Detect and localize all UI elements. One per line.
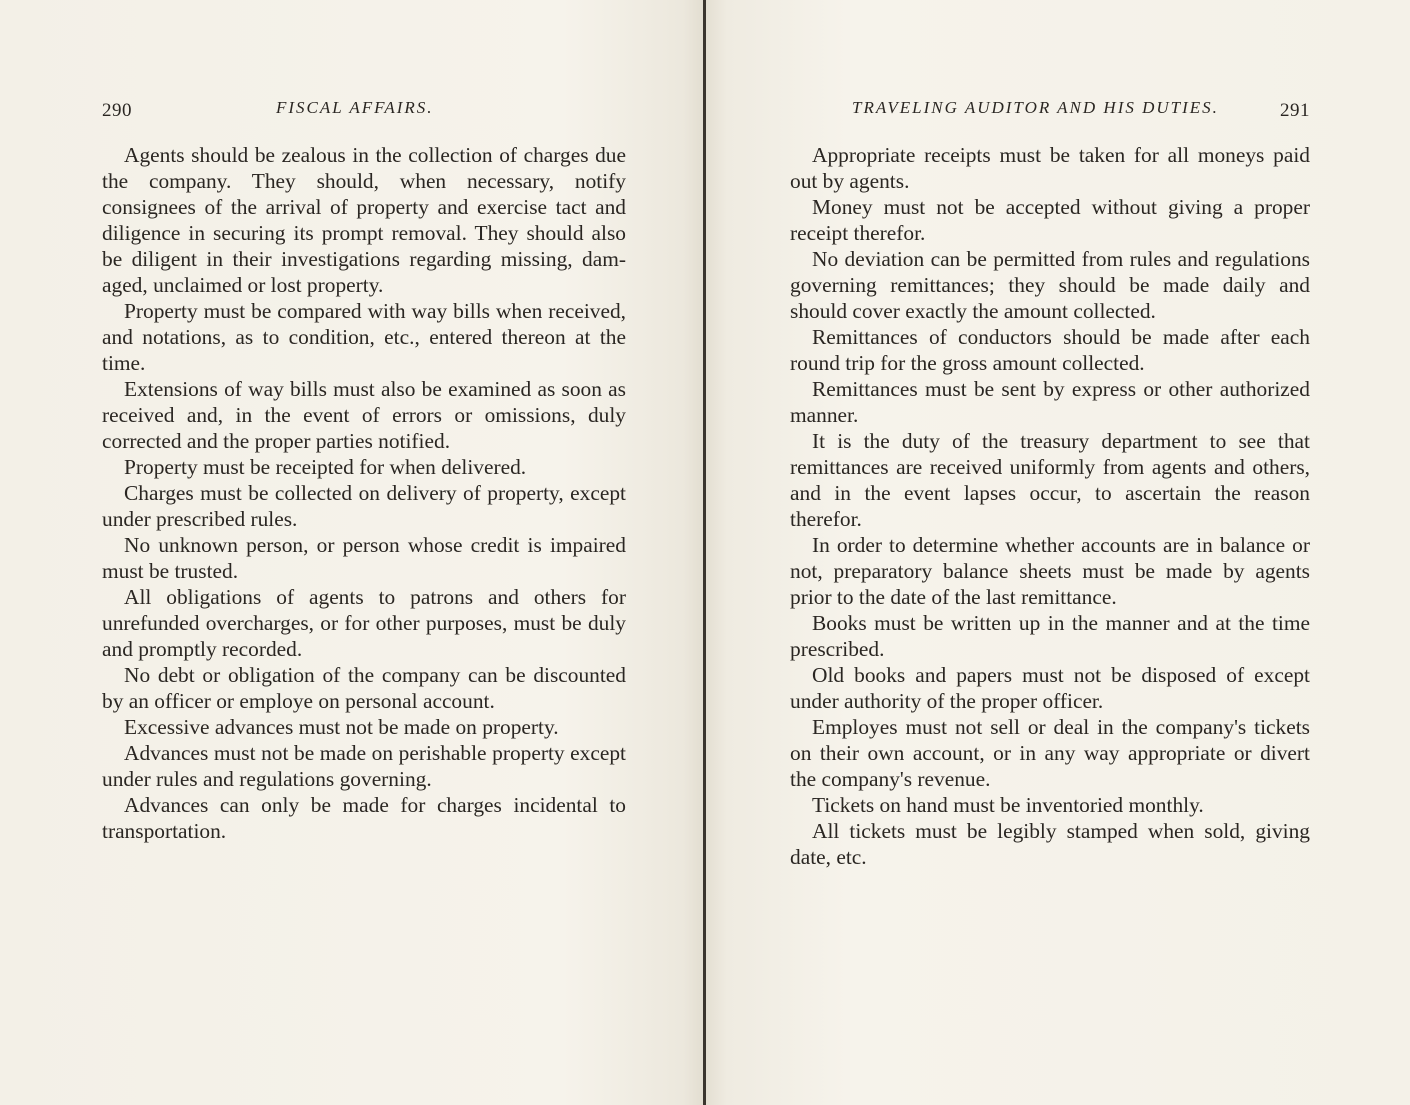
right-page-header — [790, 96, 1310, 126]
paragraph: Agents should be zealous in the collection of charges due the company. They should, when necessary, notify consignees of the arrival of property and exercise tact and diligence in securing its prompt removal. They should also be diligent in their investigations regarding missing, damaged, unclaimed or lost property. — [102, 143, 626, 297]
paragraph: Advances must not be made on perishable property except under rules and regulations governing. — [102, 741, 626, 791]
right-running-head: TRAVELING AUDITOR AND HIS DUTIES. — [852, 98, 1219, 117]
right-page-body — [790, 142, 1310, 870]
paragraph: All tickets must be legibly stamped when sold, giving date, etc. — [790, 819, 1310, 869]
paragraph: In order to determine whether accounts are in balance or not, preparatory balance sheets must be made by agents prior to the date of the last remittance. — [790, 533, 1310, 609]
left-page-body — [102, 142, 626, 844]
paragraph: No debt or obligation of the company can be discounted by an officer or employe on personal account. — [102, 663, 626, 713]
paragraph: Extensions of way bills must also be examined as soon as received and, in the event of errors or omissions, duly corrected and the proper parties notified. — [102, 377, 626, 453]
left-page-number: 290 — [102, 100, 132, 121]
paragraph: All obligations of agents to patrons and others for unrefunded overcharges, or for other purposes, must be duly and promptly recorded. — [102, 585, 626, 661]
left-page-header — [102, 96, 626, 126]
paragraph: Books must be written up in the manner and at the time prescribed. — [790, 611, 1310, 661]
paragraph: Excessive advances must not be made on property. — [124, 715, 559, 739]
right-page-number: 291 — [1280, 100, 1310, 121]
paragraph: Property must be compared with way bills when received, and notations, as to condition, etc., entered thereon at the time. — [102, 299, 626, 375]
paragraph: It is the duty of the treasury department to see that remittances are received uniformly from agents and others, and in the event lapses occur, to ascertain the reason therefor. — [790, 429, 1310, 531]
paragraph: Property must be receipted for when delivered. — [124, 455, 527, 479]
paragraph: Remittances must be sent by express or other authorized manner. — [790, 377, 1310, 427]
paragraph: Appropriate receipts must be taken for all moneys paid out by agents. — [790, 143, 1310, 193]
paragraph: Remittances of conductors should be made after each round trip for the gross amount collected. — [790, 325, 1310, 375]
left-page — [0, 0, 704, 1105]
paragraph: Old books and papers must not be disposed of except under authority of the proper officer. — [790, 663, 1310, 713]
paragraph: No unknown person, or person whose credit is impaired must be trusted. — [102, 533, 626, 583]
right-page — [706, 0, 1410, 1105]
paragraph: Money must not be accepted without giving a proper receipt therefor. — [790, 195, 1310, 245]
paragraph: Advances can only be made for charges incidental to transportation. — [102, 793, 626, 843]
left-running-head: FISCAL AFFAIRS. — [276, 98, 434, 117]
paragraph: No deviation can be permitted from rules and regulations governing remittances; they should be made daily and should cover exactly the amount collected. — [790, 247, 1310, 323]
paragraph: Tickets on hand must be inventoried monthly. — [812, 793, 1204, 817]
paragraph: Employes must not sell or deal in the company's tickets on their own account, or in any way appropriate or divert the company's revenue. — [790, 715, 1310, 791]
paragraph: Charges must be collected on delivery of property, except under prescribed rules. — [102, 481, 626, 531]
